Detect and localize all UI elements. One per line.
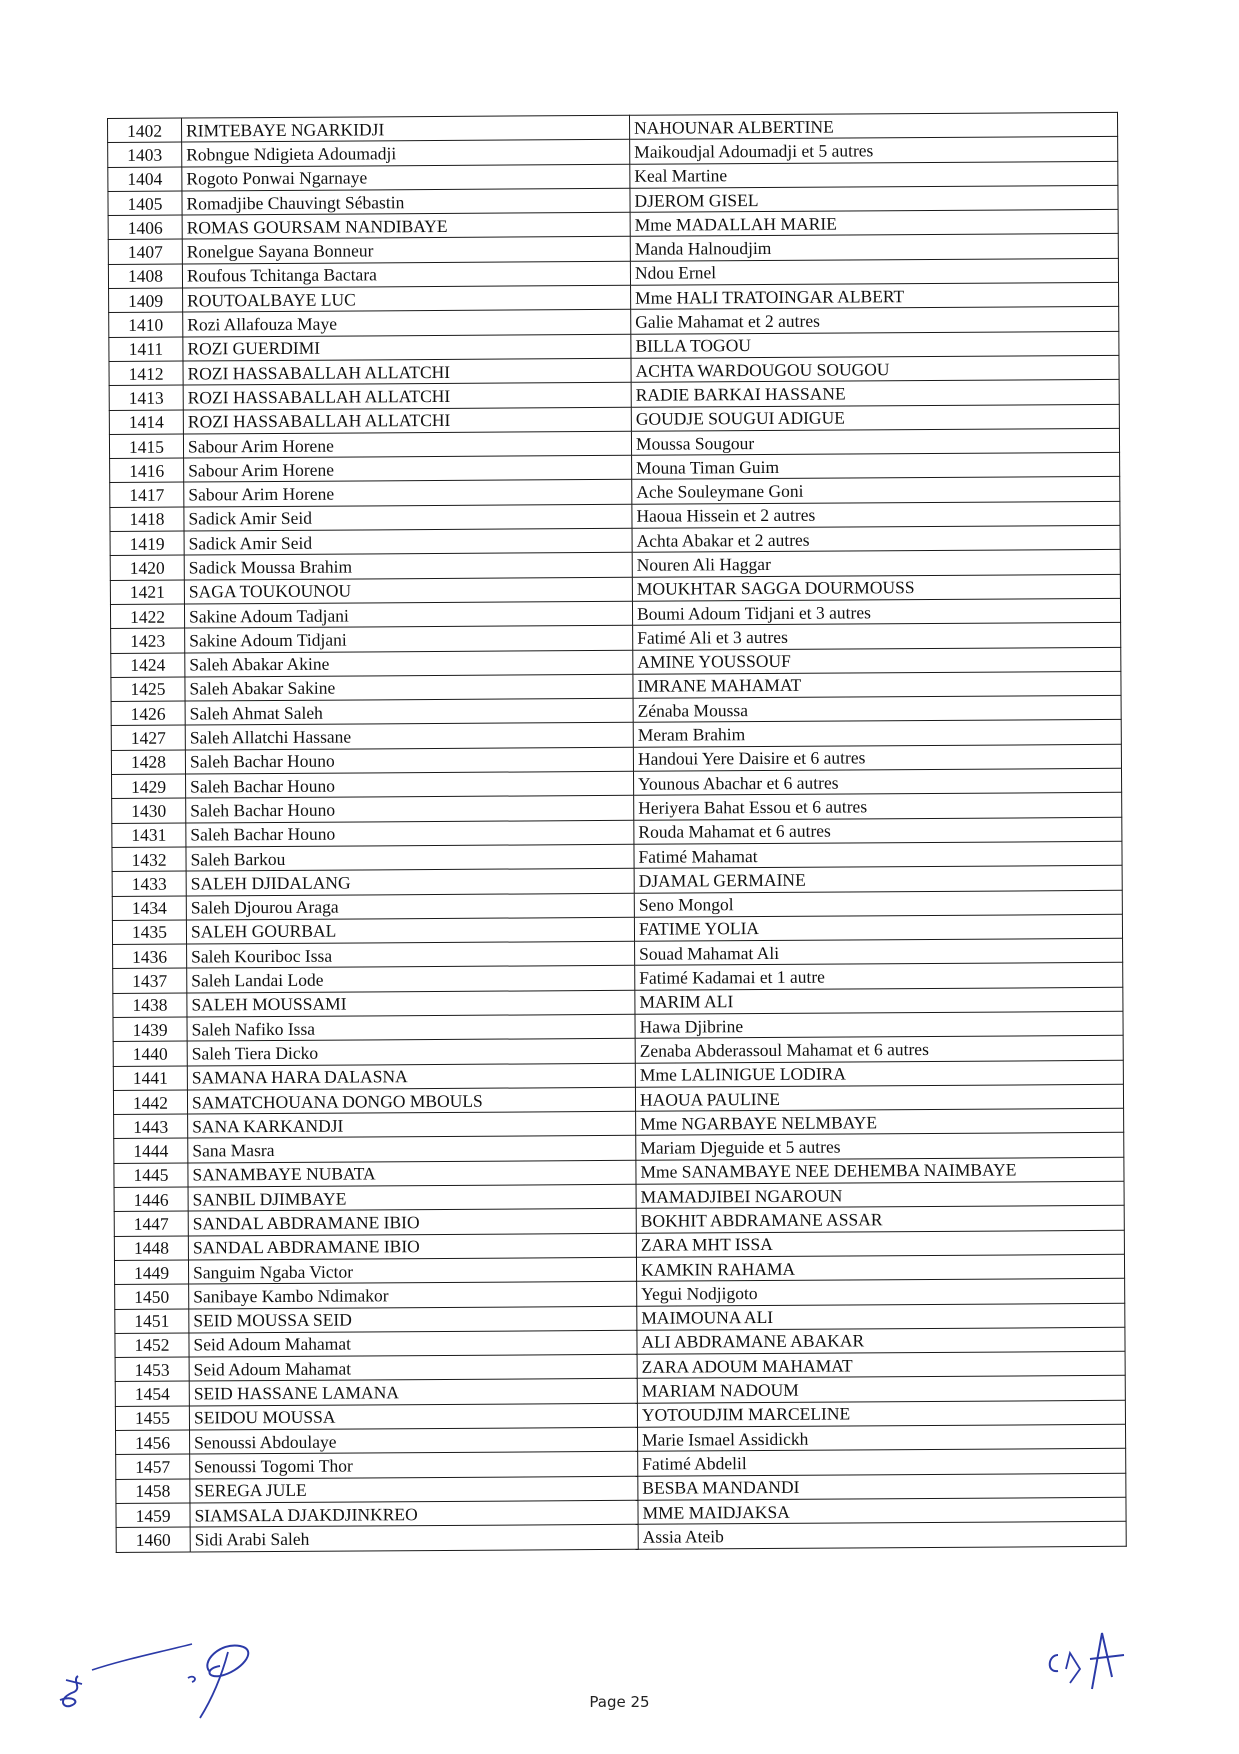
beneficiary-name: Mouna Timan Guim	[632, 452, 1120, 479]
deceased-name: Saleh Bachar Houno	[185, 747, 633, 774]
beneficiary-name: NAHOUNAR ALBERTINE	[629, 112, 1117, 139]
row-number: 1451	[115, 1309, 189, 1334]
row-number: 1423	[111, 628, 185, 653]
row-number: 1424	[111, 653, 185, 678]
deceased-name: SEID MOUSSA SEID	[189, 1306, 637, 1333]
beneficiary-name: Heriyera Bahat Essou et 6 autres	[634, 793, 1122, 820]
page-number: Page 25	[589, 1693, 650, 1711]
deceased-name: Saleh Tiera Dicko	[187, 1039, 635, 1066]
deceased-name: Saleh Bachar Houno	[186, 796, 634, 823]
row-number: 1455	[115, 1406, 189, 1431]
deceased-name: Saleh Ahmat Saleh	[185, 698, 633, 725]
beneficiary-name: Mme MADALLAH MARIE	[630, 210, 1118, 237]
beneficiary-name: BILLA TOGOU	[631, 331, 1119, 358]
beneficiary-name: BESBA MANDANDI	[638, 1473, 1126, 1500]
row-number: 1413	[109, 385, 183, 410]
row-number: 1404	[108, 167, 182, 192]
beneficiary-name: Fatimé Ali et 3 autres	[633, 623, 1121, 650]
deceased-name: Rozi Allafouza Maye	[183, 310, 631, 337]
row-number: 1419	[110, 531, 184, 556]
row-number: 1421	[110, 580, 184, 605]
beneficiary-name: Seno Mongol	[634, 890, 1122, 917]
deceased-name: SANBIL DJIMBAYE	[188, 1184, 636, 1211]
row-number: 1447	[114, 1211, 188, 1236]
beneficiary-name: Mariam Djeguide et 5 autres	[636, 1133, 1124, 1160]
deceased-name: ROMAS GOURSAM NANDIBAYE	[182, 212, 630, 239]
deceased-name: Sadick Amir Seid	[184, 504, 632, 531]
deceased-name: SALEH DJIDALANG	[186, 868, 634, 895]
row-number: 1416	[110, 458, 184, 483]
beneficiary-name: DJAMAL GERMAINE	[634, 866, 1122, 893]
beneficiary-name: HAOUA PAULINE	[635, 1084, 1123, 1111]
deceased-name: SEID HASSANE LAMANA	[189, 1379, 637, 1406]
beneficiary-name: Zénaba Moussa	[633, 695, 1121, 722]
deceased-name: Saleh Kouriboc Issa	[187, 941, 635, 968]
row-number: 1411	[109, 337, 183, 362]
deceased-name: Saleh Allatchi Hassane	[185, 723, 633, 750]
row-number: 1434	[112, 896, 186, 921]
beneficiary-name: MOUKHTAR SAGGA DOURMOUSS	[632, 574, 1120, 601]
deceased-name: Senoussi Abdoulaye	[190, 1427, 638, 1454]
beneficiary-name: Moussa Sougour	[631, 428, 1119, 455]
beneficiary-name: Fatimé Abdelil	[638, 1449, 1126, 1476]
table-body	[108, 112, 1127, 1552]
beneficiary-name: Mme LALINIGUE LODIRA	[635, 1060, 1123, 1087]
row-number: 1431	[112, 823, 186, 848]
deceased-name: SIAMSALA DJAKDJINKREO	[190, 1500, 638, 1527]
beneficiary-name: Ache Souleymane Goni	[632, 477, 1120, 504]
row-number: 1425	[111, 677, 185, 702]
row-number: 1433	[112, 871, 186, 896]
deceased-name: Saleh Bachar Houno	[186, 820, 634, 847]
row-number: 1429	[112, 774, 186, 799]
beneficiary-name: Marie Ismael Assidickh	[638, 1424, 1126, 1451]
deceased-name: Ronelgue Sayana Bonneur	[182, 237, 630, 264]
beneficiary-name: YOTOUDJIM MARCELINE	[637, 1400, 1125, 1427]
deceased-name: ROZI HASSABALLAH ALLATCHI	[183, 358, 631, 385]
beneficiary-name: Souad Mahamat Ali	[635, 938, 1123, 965]
row-number: 1449	[114, 1260, 188, 1285]
row-number: 1407	[108, 240, 182, 265]
beneficiary-name: Yegui Nodjigoto	[637, 1279, 1125, 1306]
beneficiary-name: Mme NGARBAYE NELMBAYE	[636, 1108, 1124, 1135]
deceased-name: Saleh Abakar Sakine	[185, 674, 633, 701]
deceased-name: Roufous Tchitanga Bactara	[182, 261, 630, 288]
deceased-name: Robngue Ndigieta Adoumadji	[182, 140, 630, 167]
beneficiary-name: Achta Abakar et 2 autres	[632, 525, 1120, 552]
beneficiary-name: Hawa Djibrine	[635, 1011, 1123, 1038]
row-number: 1410	[109, 312, 183, 337]
row-number: 1415	[109, 434, 183, 459]
beneficiary-name: MME MAIDJAKSA	[638, 1497, 1126, 1524]
beneficiary-name: Nouren Ali Haggar	[632, 550, 1120, 577]
row-number: 1439	[113, 1017, 187, 1042]
deceased-name: SEIDOU MOUSSA	[189, 1403, 637, 1430]
deceased-name: ROZI GUERDIMI	[183, 334, 631, 361]
beneficiary-name: MAMADJIBEI NGAROUN	[636, 1181, 1124, 1208]
deceased-name: ROUTOALBAYE LUC	[183, 285, 631, 312]
deceased-name: Sabour Arim Horene	[184, 480, 632, 507]
deceased-name: Saleh Landai Lode	[187, 966, 635, 993]
deceased-name: SANA KARKANDJI	[188, 1111, 636, 1138]
beneficiary-name: KAMKIN RAHAMA	[636, 1254, 1124, 1281]
row-number: 1453	[115, 1357, 189, 1382]
deceased-name: Rogoto Ponwai Ngarnaye	[182, 164, 630, 191]
row-number: 1432	[112, 847, 186, 872]
deceased-name: ROZI HASSABALLAH ALLATCHI	[183, 383, 631, 410]
row-number: 1418	[110, 507, 184, 532]
deceased-name: SAMANA HARA DALASNA	[187, 1063, 635, 1090]
row-number: 1412	[109, 361, 183, 386]
beneficiary-name: Mme SANAMBAYE NEE DEHEMBA NAIMBAYE	[636, 1157, 1124, 1184]
beneficiary-name: Mme HALI TRATOINGAR ALBERT	[631, 282, 1119, 309]
row-number: 1444	[114, 1138, 188, 1163]
row-number: 1402	[108, 118, 182, 143]
beneficiary-name: Fatimé Mahamat	[634, 841, 1122, 868]
row-number: 1442	[113, 1090, 187, 1115]
row-number: 1443	[114, 1114, 188, 1139]
row-number: 1420	[110, 555, 184, 580]
row-number: 1430	[112, 798, 186, 823]
row-number: 1454	[115, 1381, 189, 1406]
beneficiary-name: BOKHIT ABDRAMANE ASSAR	[636, 1206, 1124, 1233]
beneficiary-name: ALI ABDRAMANE ABAKAR	[637, 1327, 1125, 1354]
beneficiary-name: Maikoudjal Adoumadji et 5 autres	[630, 137, 1118, 164]
deceased-name: Seid Adoum Mahamat	[189, 1330, 637, 1357]
row-number: 1450	[115, 1284, 189, 1309]
beneficiary-name: FATIME YOLIA	[634, 914, 1122, 941]
row-number: 1426	[111, 701, 185, 726]
deceased-name: Sadick Amir Seid	[184, 528, 632, 555]
deceased-name: Romadjibe Chauvingt Sébastin	[182, 188, 630, 215]
deceased-name: Sadick Moussa Brahim	[184, 553, 632, 580]
beneficiary-name: MAIMOUNA ALI	[637, 1303, 1125, 1330]
deceased-name: SAGA TOUKOUNOU	[184, 577, 632, 604]
beneficiary-name: Handoui Yere Daisire et 6 autres	[633, 744, 1121, 771]
row-number: 1414	[109, 410, 183, 435]
row-number: 1445	[114, 1163, 188, 1188]
row-number: 1435	[112, 920, 186, 945]
deceased-name: Sana Masra	[188, 1136, 636, 1163]
deceased-name: Sakine Adoum Tidjani	[185, 626, 633, 653]
deceased-name: Saleh Djourou Araga	[186, 893, 634, 920]
row-number: 1441	[113, 1066, 187, 1091]
row-number: 1409	[109, 288, 183, 313]
beneficiary-name: DJEROM GISEL	[630, 185, 1118, 212]
deceased-name: Sabour Arim Horene	[183, 431, 631, 458]
row-number: 1428	[111, 750, 185, 775]
deceased-name: SANDAL ABDRAMANE IBIO	[188, 1233, 636, 1260]
deceased-name: SEREGA JULE	[190, 1476, 638, 1503]
beneficiary-name: Meram Brahim	[633, 720, 1121, 747]
beneficiary-name: Ndou Ernel	[630, 258, 1118, 285]
beneficiary-name: ZARA ADOUM MAHAMAT	[637, 1351, 1125, 1378]
row-number: 1448	[114, 1236, 188, 1261]
deceased-name: Saleh Abakar Akine	[185, 650, 633, 677]
beneficiary-name: IMRANE MAHAMAT	[633, 671, 1121, 698]
beneficiary-name: ACHTA WARDOUGOU SOUGOU	[631, 355, 1119, 382]
row-number: 1458	[116, 1479, 190, 1504]
deceased-name: SAMATCHOUANA DONGO MBOULS	[187, 1087, 635, 1114]
beneficiary-name: AMINE YOUSSOUF	[633, 647, 1121, 674]
row-number: 1452	[115, 1333, 189, 1358]
row-number: 1417	[110, 482, 184, 507]
deceased-name: Saleh Bachar Houno	[186, 771, 634, 798]
deceased-name: Sidi Arabi Saleh	[190, 1525, 638, 1552]
row-number: 1459	[116, 1503, 190, 1528]
deceased-name: Saleh Barkou	[186, 844, 634, 871]
row-number: 1406	[108, 215, 182, 240]
deceased-name: ROZI HASSABALLAH ALLATCHI	[183, 407, 631, 434]
row-number: 1422	[110, 604, 184, 629]
row-number: 1438	[113, 993, 187, 1018]
beneficiary-name: Younous Abachar et 6 autres	[634, 768, 1122, 795]
beneficiary-name: MARIM ALI	[635, 987, 1123, 1014]
deceased-name: Sanibaye Kambo Ndimakor	[189, 1282, 637, 1309]
beneficiary-name: MARIAM NADOUM	[637, 1376, 1125, 1403]
deceased-name: Sakine Adoum Tadjani	[184, 601, 632, 628]
deceased-name: SANAMBAYE NUBATA	[188, 1160, 636, 1187]
deceased-name: SANDAL ABDRAMANE IBIO	[188, 1209, 636, 1236]
beneficiary-name: Assia Ateib	[638, 1522, 1126, 1549]
beneficiary-name: Manda Halnoudjim	[630, 234, 1118, 261]
beneficiary-name: Haoua Hissein et 2 autres	[632, 501, 1120, 528]
row-number: 1427	[111, 725, 185, 750]
row-number: 1440	[113, 1041, 187, 1066]
beneficiary-name: Keal Martine	[630, 161, 1118, 188]
deceased-name: SALEH GOURBAL	[186, 917, 634, 944]
beneficiary-name: GOUDJE SOUGUI ADIGUE	[631, 404, 1119, 431]
beneficiary-name: ZARA MHT ISSA	[636, 1230, 1124, 1257]
deceased-name: SALEH MOUSSAMI	[187, 990, 635, 1017]
beneficiary-name: Boumi Adoum Tidjani et 3 autres	[632, 598, 1120, 625]
signature-right	[1040, 1625, 1130, 1695]
deceased-name: Senoussi Togomi Thor	[190, 1452, 638, 1479]
row-number: 1408	[108, 264, 182, 289]
row-number: 1436	[113, 944, 187, 969]
table-row	[116, 1522, 1126, 1552]
beneficiary-name: Rouda Mahamat et 6 autres	[634, 817, 1122, 844]
deceased-name: Sanguim Ngaba Victor	[188, 1257, 636, 1284]
row-number: 1460	[116, 1527, 190, 1552]
row-number: 1405	[108, 191, 182, 216]
row-number: 1457	[116, 1454, 190, 1479]
beneficiary-name: Zenaba Abderassoul Mahamat et 6 autres	[635, 1036, 1123, 1063]
deceased-name: Seid Adoum Mahamat	[189, 1354, 637, 1381]
beneficiary-name: RADIE BARKAI HASSANE	[631, 380, 1119, 407]
row-number: 1403	[108, 142, 182, 167]
beneficiary-table	[107, 112, 1127, 1553]
deceased-name: Saleh Nafiko Issa	[187, 1014, 635, 1041]
beneficiary-name: Galie Mahamat et 2 autres	[631, 307, 1119, 334]
deceased-name: RIMTEBAYE NGARKIDJI	[182, 115, 630, 142]
beneficiary-name: Fatimé Kadamai et 1 autre	[635, 963, 1123, 990]
row-number: 1446	[114, 1187, 188, 1212]
deceased-name: Sabour Arim Horene	[184, 455, 632, 482]
row-number: 1437	[113, 968, 187, 993]
row-number: 1456	[116, 1430, 190, 1455]
